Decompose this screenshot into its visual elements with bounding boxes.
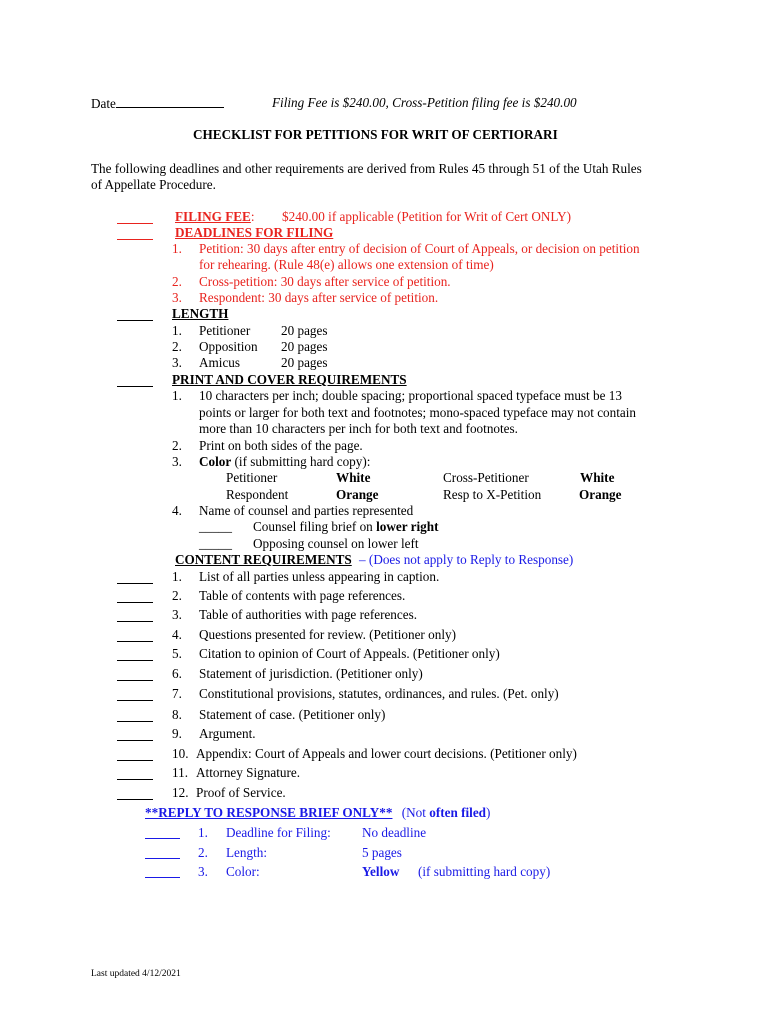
deadline-1-line-1: Petition: 30 days after entry of decision of Court of Appeals, or decision on petition [199, 241, 640, 256]
print-num-1: 1. [172, 388, 182, 403]
content-num: 9. [172, 726, 182, 741]
content-num: 3. [172, 607, 182, 622]
length-heading: LENGTH [172, 306, 229, 321]
content-item-text: Proof of Service. [196, 785, 286, 800]
check-blank-content-12[interactable] [117, 799, 153, 800]
check-blank-content-6[interactable] [117, 680, 153, 681]
check-blank-reply-3[interactable] [145, 877, 180, 878]
content-num: 7. [172, 686, 182, 701]
counsel-sub-1 [199, 519, 232, 535]
color-party-resp-x-petition: Resp to X-Petition [443, 487, 542, 502]
page-title: CHECKLIST FOR PETITIONS FOR WRIT OF CERTIORARI [193, 127, 558, 142]
counsel-sub-2-text: Opposing counsel on lower left [253, 536, 419, 551]
reply-value-3: Yellow [362, 864, 400, 879]
filing-fee-colon: : [250, 209, 255, 224]
reply-note-open: (Not [401, 805, 430, 820]
date-blank[interactable] [116, 95, 224, 108]
content-num: 2. [172, 588, 182, 603]
deadlines-heading: DEADLINES FOR FILING [175, 225, 334, 240]
content-num: 6. [172, 666, 182, 681]
last-updated: Last updated 4/12/2021 [91, 969, 181, 979]
content-heading-row [175, 552, 573, 568]
check-blank-content-4[interactable] [117, 641, 153, 642]
filing-fee-heading: FILING FEE [175, 209, 251, 224]
print-num-4: 4. [172, 503, 182, 518]
counsel-sub-1-bold: lower right [376, 519, 439, 534]
color-value-resp-x-petition: Orange [579, 487, 622, 502]
color-value-respondent: Orange [336, 487, 379, 502]
reply-label-3: Color: [226, 864, 260, 879]
check-blank-content-8[interactable] [117, 721, 153, 722]
counsel-sub-2-blank[interactable]: _____ [199, 536, 232, 551]
check-blank-content-3[interactable] [117, 621, 153, 622]
content-item-text: Attorney Signature. [196, 765, 301, 780]
counsel-sub-1-text [253, 519, 438, 535]
print-3-text [199, 454, 370, 470]
content-item-text: Statement of case. (Petitioner only) [199, 707, 386, 722]
check-blank-filing-fee[interactable] [117, 223, 153, 224]
deadline-2-text: Cross-petition: 30 days after service of petition. [199, 274, 451, 289]
content-num: 11. [172, 765, 188, 780]
reply-num-1: 1. [198, 825, 208, 840]
content-heading: CONTENT REQUIREMENTS [175, 552, 352, 567]
content-num: 8. [172, 707, 182, 722]
color-party-cross-petitioner: Cross-Petitioner [443, 470, 529, 485]
print-1-line-3: more than 10 characters per inch for both text and footnotes. [199, 421, 518, 436]
reply-note [402, 805, 491, 820]
check-blank-deadlines[interactable] [117, 239, 153, 240]
color-note: (if submitting hard copy): [231, 454, 371, 469]
content-num: 10. [172, 746, 189, 761]
counsel-sub-1-label: Counsel filing brief on [253, 519, 377, 534]
content-num: 12. [172, 785, 189, 800]
check-blank-content-10[interactable] [117, 760, 153, 761]
print-cover-heading: PRINT AND COVER REQUIREMENTS [172, 372, 407, 387]
check-blank-reply-2[interactable] [145, 858, 180, 859]
length-num-2: 2. [172, 339, 182, 354]
content-item-text: Questions presented for review. (Petitioner only) [199, 627, 456, 642]
print-4-text: Name of counsel and parties represented [199, 503, 414, 518]
check-blank-content-1[interactable] [117, 583, 153, 584]
content-num: 4. [172, 627, 182, 642]
check-blank-content-9[interactable] [117, 740, 153, 741]
date-field [91, 95, 224, 112]
content-item-text: Table of authorities with page references. [199, 607, 418, 622]
deadline-1-line-2: for rehearing. (Rule 48(e) allows one extension of time) [199, 257, 494, 272]
reply-label-1: Deadline for Filing: [226, 825, 331, 840]
filing-fee-row [175, 209, 255, 225]
print-num-3: 3. [172, 454, 182, 469]
length-num-3: 3. [172, 355, 182, 370]
content-item-text: List of all parties unless appearing in caption. [199, 569, 440, 584]
reply-value-2: 5 pages [362, 845, 402, 860]
print-1-line-1: 10 characters per inch; double spacing; proportional spaced typeface must be 13 [199, 388, 622, 403]
check-blank-content-2[interactable] [117, 602, 153, 603]
length-label-2: Opposition [199, 339, 258, 354]
length-value-3: 20 pages [281, 355, 328, 370]
color-party-respondent: Respondent [226, 487, 289, 502]
deadline-num-3: 3. [172, 290, 182, 305]
reply-extra-3: (if submitting hard copy) [418, 864, 551, 879]
length-num-1: 1. [172, 323, 182, 338]
check-blank-reply-1[interactable] [145, 838, 180, 839]
reply-num-3: 3. [198, 864, 208, 879]
print-1-line-2: points or larger for both text and footnotes; mono-spaced typeface may not contain [199, 405, 637, 420]
content-item-text: Citation to opinion of Court of Appeals. (Petitioner only) [199, 646, 500, 661]
reply-note-bold: often filed [429, 805, 487, 820]
reply-value-1: No deadline [362, 825, 427, 840]
content-num: 1. [172, 569, 182, 584]
check-blank-content-5[interactable] [117, 660, 153, 661]
color-label: Color [199, 454, 232, 469]
deadline-num-1: 1. [172, 241, 182, 256]
length-label-1: Petitioner [199, 323, 251, 338]
deadline-num-2: 2. [172, 274, 182, 289]
print-num-2: 2. [172, 438, 182, 453]
content-item-text: Constitutional provisions, statutes, ordinances, and rules. (Pet. only) [199, 686, 559, 701]
content-item-text: Table of contents with page references. [199, 588, 406, 603]
check-blank-content-7[interactable] [117, 700, 153, 701]
reply-heading-row [145, 805, 490, 821]
content-note: – (Does not apply to Reply to Response) [359, 552, 574, 567]
date-label: Date [91, 96, 116, 111]
filing-fee-note: Filing Fee is $240.00, Cross-Petition filing fee is $240.00 [272, 95, 577, 110]
color-value-petitioner: White [336, 470, 371, 485]
reply-label-2: Length: [226, 845, 268, 860]
color-value-cross-petitioner: White [580, 470, 615, 485]
check-blank-length[interactable] [117, 320, 153, 321]
content-num: 5. [172, 646, 182, 661]
reply-heading: **REPLY TO RESPONSE BRIEF ONLY** [145, 805, 393, 820]
check-blank-print-cover[interactable] [117, 386, 153, 387]
content-item-text: Statement of jurisdiction. (Petitioner only) [199, 666, 423, 681]
intro-line-1: The following deadlines and other requirements are derived from Rules 45 through 51 of the Utah Rules [91, 161, 642, 176]
color-party-petitioner: Petitioner [226, 470, 278, 485]
reply-num-2: 2. [198, 845, 208, 860]
length-value-2: 20 pages [281, 339, 328, 354]
length-label-3: Amicus [199, 355, 241, 370]
intro-line-2: of Appellate Procedure. [91, 177, 216, 192]
content-item-text: Argument. [199, 726, 256, 741]
content-item-text: Appendix: Court of Appeals and lower court decisions. (Petitioner only) [196, 746, 577, 761]
reply-note-close: ) [486, 805, 491, 820]
length-value-1: 20 pages [281, 323, 328, 338]
deadline-3-text: Respondent: 30 days after service of petition. [199, 290, 439, 305]
print-2-text: Print on both sides of the page. [199, 438, 363, 453]
filing-fee-text: $240.00 if applicable (Petition for Writ of Cert ONLY) [282, 209, 572, 224]
counsel-sub-1-blank[interactable]: _____ [199, 519, 232, 534]
check-blank-content-11[interactable] [117, 779, 153, 780]
